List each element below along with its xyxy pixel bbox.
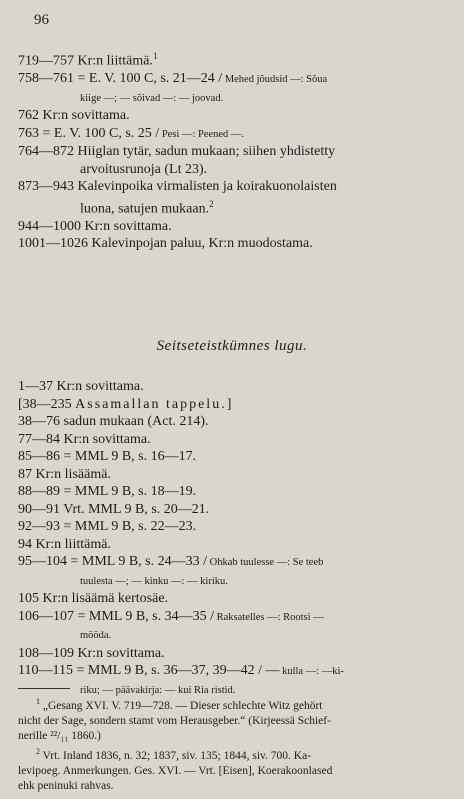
entry-text: 108—109 Kr:n sovittama.	[18, 645, 165, 661]
entry-quote: Pesi —: Peened —.	[159, 128, 245, 140]
footnote-text: levipoeg. Anmerkungen. Ges. XVI. — Vrt. [Eisen], Koerakoonlased	[18, 764, 333, 777]
entry-line	[18, 501, 456, 519]
footnote-text: „Gesang XVI. V. 719—728. — Dieser schlechte Witz gehört	[40, 699, 323, 712]
entry-text: 87 Kr:n lisäämä.	[18, 466, 111, 482]
section-title: Seitseteistkümnes lugu.	[156, 338, 308, 354]
footnote-line	[18, 764, 446, 779]
entry-line	[18, 196, 456, 218]
entry-line	[18, 161, 456, 179]
entry-text: 1001—1026 Kalevinpojan paluu, Kr:n muodostama.	[18, 236, 313, 252]
footnote-ref: 1	[152, 51, 158, 61]
entry-line	[18, 553, 456, 572]
entry-text: 1—37 Kr:n sovittama.	[18, 379, 144, 394]
entry-text: 85—86 = MML 9 B, s. 16—17.	[18, 449, 197, 464]
entry-text: 110—115 = MML 9 B, s. 36—37, 39—42 / —	[18, 663, 280, 678]
entry-spaced-title: Assamallan tappelu.	[75, 396, 227, 412]
footnote-text: nerille ²²/₁₁ 1860.)	[18, 729, 101, 742]
entry-line	[18, 431, 456, 449]
entry-quote: kiige —; — sõivad —: — joovad.	[80, 92, 224, 104]
entry-text: 38—76 sadun mukaan (Act. 214).	[18, 414, 209, 429]
entry-text: luona, satujen mukaan.	[80, 201, 210, 217]
entry-line	[18, 626, 456, 645]
entry-text: 106—107 = MML 9 B, s. 34—35 /	[18, 608, 214, 624]
entry-line	[18, 572, 456, 591]
entry-line	[18, 89, 456, 108]
entry-text: ]	[226, 396, 232, 412]
entry-text: 92—93 = MML 9 B, s. 22—23.	[18, 519, 197, 534]
entries-section	[18, 378, 456, 699]
entries-top	[18, 48, 456, 253]
entry-line	[18, 70, 456, 89]
entry-line	[18, 645, 456, 663]
entry-quote: Mehed jõudsid —: Sõua	[222, 74, 328, 86]
footnote-ref: 2	[209, 198, 214, 209]
footnote-number: 2	[36, 746, 40, 756]
entry-text: 758—761 = E. V. 100 C, s. 21—24 /	[18, 71, 223, 87]
footnotes	[18, 694, 446, 794]
entry-text: 944—1000 Kr:n sovittama.	[18, 218, 172, 234]
entry-line	[18, 178, 456, 196]
footnote-text: nicht der Sage, sondern stamt vom Herausgeber.“ (Kirjeessä Schief-	[18, 714, 331, 727]
entry-line	[18, 413, 456, 431]
entry-line	[18, 518, 456, 536]
entry-quote: mööda.	[80, 630, 112, 641]
footnote-text: Vrt. Inland 1836, n. 32; 1837, siv. 135; 1844, siv. 700. Ka-	[40, 749, 312, 762]
entry-line	[18, 396, 456, 414]
entry-line	[18, 536, 456, 554]
entry-line	[18, 378, 456, 396]
entry-quote: kulla —: —ki-	[279, 666, 344, 677]
entry-quote: riku; — päävakirja: — kui Ria ristid.	[80, 684, 236, 696]
entry-line	[18, 143, 456, 161]
entry-text: 873—943 Kalevinpoika virmalisten ja koirakuonolaisten	[18, 179, 337, 195]
entry-line	[18, 235, 456, 253]
entry-quote: Ohkab tuulesse —: Se teeb	[207, 557, 324, 568]
footnote-line	[18, 779, 446, 794]
entry-text: 762 Kr:n sovittama.	[18, 108, 130, 124]
entry-text: arvoitusrunoja (Lt 23).	[80, 161, 208, 177]
footnote-line	[18, 729, 446, 744]
entry-line	[18, 107, 456, 125]
page-number: 96	[34, 12, 49, 28]
entry-text: 88—89 = MML 9 B, s. 18—19.	[18, 484, 197, 499]
footnote-rule	[18, 688, 70, 689]
entry-text: 763 = E. V. 100 C, s. 25 /	[18, 125, 160, 141]
footnote-line	[18, 714, 446, 729]
footnote-number: 1	[36, 697, 40, 706]
footnote-line	[18, 744, 446, 764]
footnote-line	[18, 694, 446, 714]
entry-text: [38—235	[18, 396, 76, 412]
entry-text: 764—872 Hiiglan tytär, sadun mukaan; siihen yhdistetty	[18, 144, 336, 160]
entry-text: 719—757 Kr:n liittämä.	[18, 53, 153, 69]
entry-line	[18, 608, 456, 627]
entry-line	[18, 48, 456, 70]
entry-line	[18, 218, 456, 236]
entry-text: 90—91 Vrt. MML 9 B, s. 20—21.	[18, 501, 210, 517]
entry-line	[18, 448, 456, 466]
footnote-text: ehk peninuki rahvas.	[18, 779, 114, 792]
entry-line	[18, 483, 456, 501]
entry-text: 105 Kr:n lisäämä kertosäe.	[18, 591, 169, 606]
entry-line	[18, 466, 456, 484]
entry-text: 94 Kr:n liittämä.	[18, 536, 111, 552]
entry-text: 77—84 Kr:n sovittama.	[18, 431, 151, 447]
entry-line	[18, 590, 456, 608]
entry-line	[18, 125, 456, 144]
entry-quote: Raksatelles —: Rootsi —	[214, 611, 324, 623]
entry-text: 95—104 = MML 9 B, s. 24—33 /	[18, 554, 207, 569]
entry-line	[18, 662, 456, 681]
entry-quote: tuulesta —; — kinku —: — kiriku.	[80, 575, 228, 587]
